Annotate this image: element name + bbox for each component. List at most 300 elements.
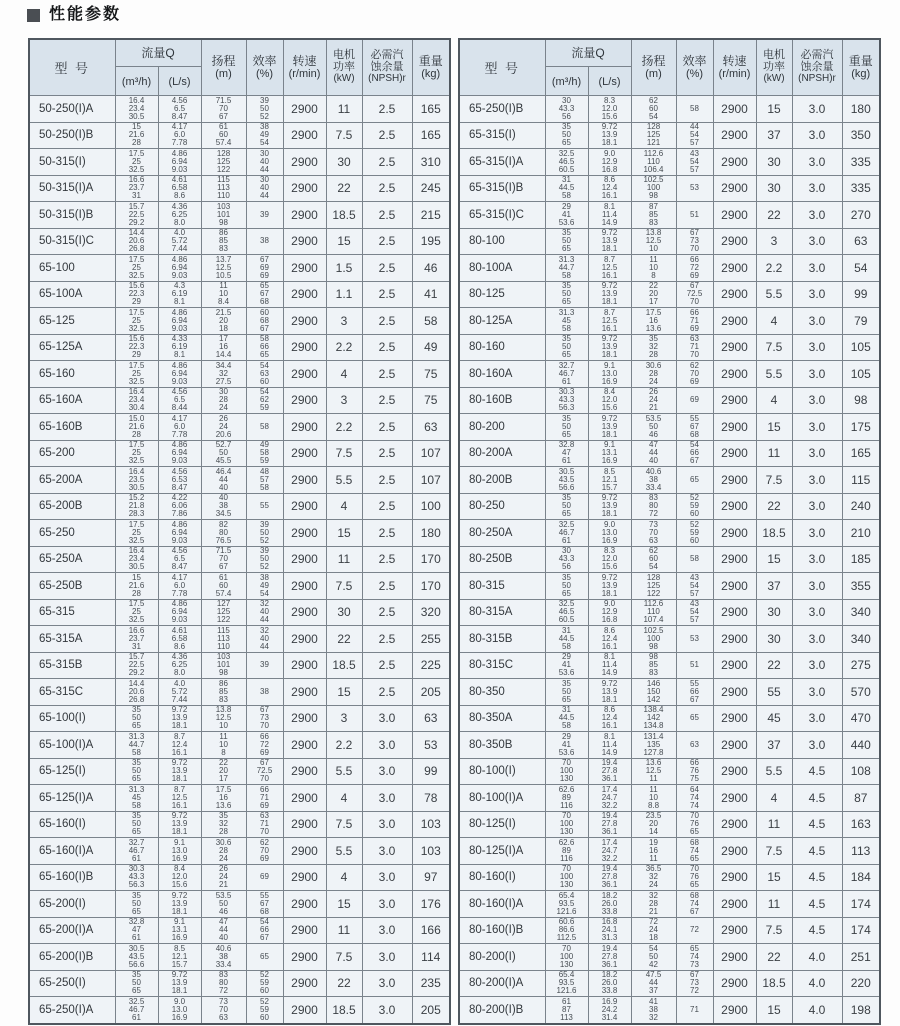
value-line: 53.5 — [215, 890, 232, 900]
value-line: 30.5 — [128, 111, 145, 121]
value-line: 21.8 — [128, 501, 145, 511]
flow-ls-cell — [158, 679, 201, 706]
value-line: 150 — [646, 686, 661, 696]
head-cell — [631, 758, 676, 785]
speed-cell: 2900 — [713, 944, 756, 971]
npsh-cell: 2.5 — [362, 361, 412, 388]
value-line: 8 — [651, 270, 656, 280]
efficiency-cell — [246, 758, 283, 785]
power-cell: 2.2 — [326, 732, 362, 759]
head-cell — [201, 785, 246, 812]
value-line: 76 — [690, 766, 699, 776]
npsh-cell: 3.0 — [792, 334, 842, 361]
table-row — [29, 308, 450, 335]
value-line: 8.47 — [171, 111, 188, 121]
table-row — [29, 122, 450, 149]
value-line: 70 — [562, 811, 571, 821]
head-cell — [201, 228, 246, 255]
head-cell — [201, 281, 246, 308]
value-line: 47 — [219, 917, 228, 927]
value-line: 4.61 — [171, 175, 188, 185]
value-line: 14.4 — [215, 350, 232, 360]
speed-cell: 2900 — [713, 149, 756, 176]
flow-ls-cell — [158, 122, 201, 149]
weight-cell: 215 — [412, 202, 450, 229]
value-line: 40.6 — [645, 466, 662, 476]
flow-ls-cell — [158, 970, 201, 997]
value-line: 60.6 — [558, 917, 575, 927]
table-row — [29, 626, 450, 653]
value-line: 32 — [219, 368, 228, 378]
value-line: 6.94 — [171, 527, 188, 537]
value-line: 43.5 — [128, 951, 145, 961]
value-line: 121 — [646, 138, 661, 148]
value-line: 59 — [690, 501, 699, 511]
col-header-flow-m3h: (m³/h) — [115, 67, 158, 96]
value-line: 52.7 — [215, 440, 232, 450]
value-line: 18.2 — [601, 970, 618, 980]
speed-cell: 2900 — [283, 944, 326, 971]
value-line: 127.8 — [643, 747, 664, 757]
value-line: 31.4 — [601, 1012, 618, 1022]
value-line: 40 — [260, 183, 269, 193]
efficiency-cell — [246, 361, 283, 388]
value-line: 4.17 — [171, 122, 188, 132]
model-cell: 65-315(I)C — [459, 202, 545, 229]
value-line: 55 — [260, 501, 269, 511]
head-cell — [201, 387, 246, 414]
value-line: 68 — [260, 906, 269, 916]
value-line: 32.5 — [128, 615, 145, 625]
value-line: 12.0 — [601, 395, 618, 405]
power-cell: 2.2 — [326, 414, 362, 441]
head-cell — [631, 573, 676, 600]
table-row — [29, 679, 450, 706]
value-line: 15 — [132, 122, 141, 132]
value-line: 50 — [562, 236, 571, 246]
value-line: 57 — [690, 615, 699, 625]
value-line: 18.2 — [601, 890, 618, 900]
value-line: 8.1 — [173, 350, 186, 360]
head-cell — [201, 414, 246, 441]
value-line: 72.5 — [686, 289, 703, 299]
value-line: 83 — [219, 970, 228, 980]
efficiency-cell — [246, 838, 283, 865]
flow-m3h-cell — [115, 493, 158, 520]
table-row — [29, 705, 450, 732]
value-line: 12.1 — [171, 951, 188, 961]
value-line: 76.5 — [215, 535, 232, 545]
value-line: 4.86 — [171, 440, 188, 450]
value-line: 67 — [260, 323, 269, 333]
value-line: 12.4 — [601, 183, 618, 193]
speed-cell: 2900 — [283, 255, 326, 282]
npsh-cell: 2.5 — [362, 122, 412, 149]
value-line: 72 — [690, 925, 699, 935]
value-line: 9.72 — [601, 572, 618, 582]
model-cell: 65-315 — [29, 599, 115, 626]
flow-ls-cell — [158, 573, 201, 600]
efficiency-cell — [676, 149, 713, 176]
value-line: 50 — [562, 686, 571, 696]
flow-ls-cell — [158, 387, 201, 414]
value-line: 8.47 — [171, 562, 188, 572]
npsh-cell: 4.5 — [792, 838, 842, 865]
npsh-cell: 3.0 — [792, 493, 842, 520]
efficiency-cell — [676, 891, 713, 918]
head-cell — [201, 705, 246, 732]
value-line: 113 — [217, 633, 230, 643]
value-line: 4.22 — [171, 493, 188, 503]
flow-m3h-cell — [545, 944, 588, 971]
head-cell — [201, 255, 246, 282]
model-cell: 80-315 — [459, 573, 545, 600]
flow-m3h-cell — [115, 414, 158, 441]
value-line: 35 — [562, 122, 571, 132]
value-line: 33.8 — [601, 986, 618, 996]
efficiency-cell — [246, 308, 283, 335]
table-row — [459, 891, 880, 918]
efficiency-cell — [676, 414, 713, 441]
efficiency-cell — [676, 679, 713, 706]
value-line: 4.36 — [171, 201, 188, 211]
flow-m3h-cell — [115, 705, 158, 732]
value-line: 72 — [219, 986, 228, 996]
value-line: 21 — [649, 906, 658, 916]
value-line: 58 — [132, 747, 141, 757]
head-cell — [631, 334, 676, 361]
efficiency-cell — [676, 493, 713, 520]
value-line: 65.4 — [558, 890, 575, 900]
value-line: 13.9 — [601, 289, 618, 299]
value-line: 98 — [219, 668, 228, 678]
value-line: 39 — [260, 546, 269, 556]
value-line: 72.5 — [256, 766, 273, 776]
value-line: 28 — [132, 138, 141, 148]
value-line: 93.5 — [558, 898, 575, 908]
table-row — [29, 175, 450, 202]
speed-cell: 2900 — [713, 122, 756, 149]
value-line: 16.9 — [171, 853, 188, 863]
head-cell — [201, 917, 246, 944]
value-line: 13.9 — [601, 501, 618, 511]
flow-ls-cell — [588, 917, 631, 944]
value-line: 43 — [690, 572, 699, 582]
value-line: 36.1 — [601, 774, 618, 784]
value-line: 57.4 — [215, 588, 232, 598]
value-line: 19.4 — [601, 811, 618, 821]
npsh-cell: 3.0 — [362, 917, 412, 944]
value-line: 12.5 — [215, 262, 232, 272]
flow-m3h-cell — [545, 122, 588, 149]
value-line: 13.9 — [601, 130, 618, 140]
value-line: 23.7 — [128, 633, 145, 643]
model-cell: 65-100 — [29, 255, 115, 282]
power-cell: 4 — [326, 864, 362, 891]
value-line: 52 — [260, 535, 269, 545]
flow-ls-cell — [158, 255, 201, 282]
value-line: 19 — [649, 837, 658, 847]
value-line: 4.86 — [171, 254, 188, 264]
flow-ls-cell — [588, 626, 631, 653]
value-line: 33.4 — [215, 959, 232, 969]
power-cell: 7.5 — [326, 122, 362, 149]
npsh-cell: 4.5 — [792, 917, 842, 944]
value-line: 63 — [260, 811, 269, 821]
value-line: 6.94 — [171, 156, 188, 166]
table-row — [29, 467, 450, 494]
table-row — [29, 970, 450, 997]
col-header-head: 扬程 (m) — [631, 39, 676, 96]
value-line: 71 — [690, 1004, 699, 1014]
value-line: 16 — [219, 792, 228, 802]
flow-m3h-cell — [545, 387, 588, 414]
flow-m3h-cell — [115, 599, 158, 626]
head-cell — [631, 944, 676, 971]
value-line: 61 — [562, 456, 571, 466]
table-header — [29, 39, 450, 96]
table-row — [29, 573, 450, 600]
value-line: 29.2 — [128, 217, 145, 227]
value-line: 100 — [646, 183, 661, 193]
value-line: 31 — [562, 175, 571, 185]
value-line: 52 — [260, 562, 269, 572]
value-line: 13.0 — [171, 1004, 188, 1014]
model-cell: 80-315A — [459, 599, 545, 626]
power-cell: 4 — [756, 308, 792, 335]
model-cell: 80-200 — [459, 414, 545, 441]
value-line: 32.5 — [128, 535, 145, 545]
value-line: 33.4 — [645, 482, 662, 492]
value-line: 12.0 — [171, 872, 188, 882]
table-row — [459, 679, 880, 706]
value-line: 18.1 — [601, 244, 618, 254]
npsh-cell: 4.5 — [792, 891, 842, 918]
value-line: 22 — [219, 758, 228, 768]
flow-m3h-cell — [115, 175, 158, 202]
value-line: 98 — [219, 217, 228, 227]
head-cell — [201, 573, 246, 600]
value-line: 58 — [562, 270, 571, 280]
value-line: 13.9 — [601, 421, 618, 431]
value-line: 9.72 — [601, 413, 618, 423]
flow-m3h-cell — [115, 467, 158, 494]
model-cell: 65-200(I)A — [29, 917, 115, 944]
flow-ls-cell — [158, 917, 201, 944]
value-line: 16.8 — [601, 164, 618, 174]
speed-cell: 2900 — [713, 308, 756, 335]
value-line: 32.5 — [128, 323, 145, 333]
value-line: 130 — [559, 880, 574, 890]
value-line: 25 — [132, 315, 141, 325]
value-line: 9.03 — [171, 270, 188, 280]
value-line: 49 — [260, 440, 269, 450]
value-line: 41 — [562, 209, 571, 219]
value-line: 13.9 — [171, 766, 188, 776]
value-line: 20.6 — [128, 686, 145, 696]
value-line: 8 — [221, 747, 226, 757]
speed-cell: 2900 — [713, 732, 756, 759]
value-line: 138.4 — [643, 705, 664, 715]
value-line: 26.8 — [128, 694, 145, 704]
value-line: 69 — [260, 853, 269, 863]
value-line: 53.6 — [558, 217, 575, 227]
value-line: 73 — [649, 519, 658, 529]
col-header-flow-label: 流量Q — [571, 46, 605, 60]
value-line: 68 — [690, 429, 699, 439]
table-row — [459, 361, 880, 388]
value-line: 24 — [219, 403, 228, 413]
efficiency-cell — [246, 546, 283, 573]
efficiency-cell — [246, 122, 283, 149]
npsh-cell: 3.0 — [362, 785, 412, 812]
value-line: 9.72 — [601, 281, 618, 291]
model-cell: 65-125A — [29, 334, 115, 361]
value-line: 67 — [260, 289, 269, 299]
flow-ls-cell — [158, 228, 201, 255]
value-line: 12.4 — [171, 739, 188, 749]
flow-ls-cell — [158, 997, 201, 1024]
value-line: 50 — [260, 103, 269, 113]
efficiency-cell — [676, 520, 713, 547]
table-row — [459, 970, 880, 997]
value-line: 70 — [260, 827, 269, 837]
head-cell — [631, 785, 676, 812]
value-line: 67 — [690, 456, 699, 466]
head-cell — [201, 202, 246, 229]
col-header-power: 电机 功率 (kW) — [326, 39, 362, 96]
speed-cell: 2900 — [283, 308, 326, 335]
value-line: 89 — [562, 792, 571, 802]
value-line: 58 — [562, 323, 571, 333]
speed-cell: 2900 — [283, 838, 326, 865]
model-cell: 80-315B — [459, 626, 545, 653]
efficiency-cell — [676, 281, 713, 308]
flow-m3h-cell — [115, 679, 158, 706]
value-line: 67 — [260, 898, 269, 908]
value-line: 50 — [219, 898, 228, 908]
value-line: 25 — [132, 156, 141, 166]
value-line: 10 — [649, 792, 658, 802]
weight-cell: 198 — [842, 997, 880, 1024]
value-line: 52 — [690, 493, 699, 503]
value-line: 63 — [690, 334, 699, 344]
value-line: 16.4 — [128, 95, 145, 105]
value-line: 6.94 — [171, 448, 188, 458]
value-line: 110 — [217, 641, 230, 651]
weight-cell: 54 — [842, 255, 880, 282]
value-line: 52 — [690, 519, 699, 529]
flow-ls-cell — [588, 281, 631, 308]
value-line: 13.9 — [601, 580, 618, 590]
head-cell — [201, 970, 246, 997]
speed-cell: 2900 — [713, 652, 756, 679]
flow-m3h-cell — [545, 255, 588, 282]
weight-cell: 210 — [842, 520, 880, 547]
weight-cell: 113 — [842, 838, 880, 865]
npsh-cell: 3.0 — [792, 599, 842, 626]
value-line: 23.4 — [128, 554, 145, 564]
value-line: 43.5 — [558, 474, 575, 484]
value-line: 69 — [260, 270, 269, 280]
npsh-cell: 3.0 — [792, 732, 842, 759]
value-line: 26.0 — [601, 898, 618, 908]
value-line: 38 — [260, 122, 269, 132]
value-line: 6.25 — [171, 209, 188, 219]
model-cell: 65-315C — [29, 679, 115, 706]
value-line: 15.6 — [601, 111, 618, 121]
weight-cell: 470 — [842, 705, 880, 732]
npsh-cell: 4.5 — [792, 785, 842, 812]
value-line: 70 — [219, 1004, 228, 1014]
value-line: 17.5 — [128, 440, 145, 450]
performance-table-right — [458, 38, 881, 1025]
head-cell — [631, 599, 676, 626]
value-line: 13.6 — [645, 323, 662, 333]
speed-cell: 2900 — [713, 599, 756, 626]
value-line: 66 — [690, 448, 699, 458]
head-cell — [631, 96, 676, 123]
power-cell: 22 — [326, 175, 362, 202]
speed-cell: 2900 — [283, 864, 326, 891]
value-line: 72 — [690, 986, 699, 996]
value-line: 17.4 — [601, 784, 618, 794]
value-line: 35 — [649, 334, 658, 344]
table-row — [29, 838, 450, 865]
value-line: 100 — [559, 872, 574, 882]
power-cell: 7.5 — [756, 467, 792, 494]
value-line: 40 — [219, 493, 228, 503]
value-line: 52 — [260, 996, 269, 1006]
model-cell: 80-125(I)A — [459, 838, 545, 865]
flow-ls-cell — [588, 308, 631, 335]
model-cell: 80-250A — [459, 520, 545, 547]
weight-cell: 180 — [842, 96, 880, 123]
value-line: 28 — [649, 898, 658, 908]
head-cell — [201, 308, 246, 335]
model-cell: 65-315(I) — [459, 122, 545, 149]
value-line: 15.6 — [601, 403, 618, 413]
flow-ls-cell — [588, 997, 631, 1024]
col-header-flow-m3h: (m³/h) — [545, 67, 588, 96]
value-line: 30.5 — [128, 943, 145, 953]
value-line: 67 — [690, 970, 699, 980]
efficiency-cell — [246, 281, 283, 308]
table-row — [29, 944, 450, 971]
weight-cell: 174 — [842, 891, 880, 918]
speed-cell: 2900 — [713, 997, 756, 1024]
npsh-cell: 2.5 — [362, 520, 412, 547]
value-line: 22.3 — [128, 342, 145, 352]
value-line: 69 — [260, 872, 269, 882]
weight-cell: 103 — [412, 838, 450, 865]
table-row — [459, 414, 880, 441]
weight-cell: 235 — [412, 970, 450, 997]
value-line: 21.5 — [215, 307, 232, 317]
value-line: 65 — [690, 827, 699, 837]
model-cell: 50-250(I)B — [29, 122, 115, 149]
efficiency-cell — [676, 758, 713, 785]
model-cell: 80-160B — [459, 387, 545, 414]
value-line: 16.4 — [128, 387, 145, 397]
value-line: 66 — [260, 731, 269, 741]
value-line: 24 — [219, 872, 228, 882]
value-line: 32.8 — [558, 440, 575, 450]
table-row — [459, 334, 880, 361]
flow-ls-cell — [588, 970, 631, 997]
value-line: 13.9 — [171, 898, 188, 908]
model-cell: 65-200(I) — [29, 891, 115, 918]
